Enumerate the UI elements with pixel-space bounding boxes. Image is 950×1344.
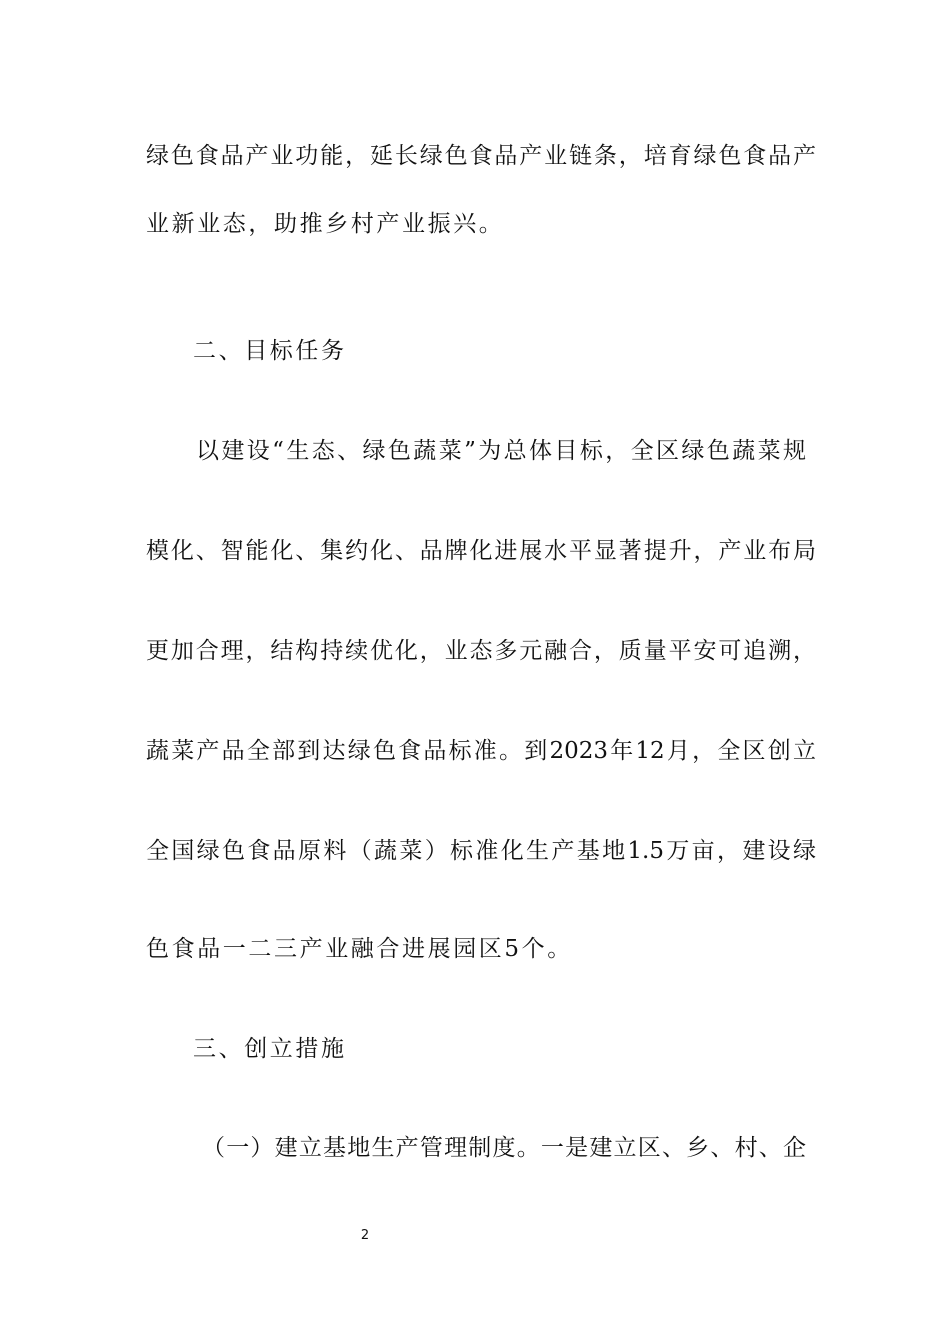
paragraph-line-2: 业新业态，助推乡村产业振兴。 [146, 211, 505, 237]
paragraph-line-3: 以建设“生态、绿色蔬菜”为总体目标，全区绿色蔬菜规 [196, 438, 806, 464]
section-heading-measures: 三、创立措施 [193, 1036, 347, 1062]
section-heading-goals: 二、目标任务 [193, 338, 347, 364]
paragraph-line-9: （一）建立基地生产管理制度。一是建立区、乡、村、企 [202, 1135, 806, 1161]
paragraph-line-6: 蔬菜产品全部到达绿色食品标准。到2023年12月，全区创立 [146, 738, 816, 764]
paragraph-line-4: 模化、智能化、集约化、品牌化进展水平显著提升，产业布局 [146, 538, 816, 564]
page-number: 2 [360, 1228, 370, 1243]
paragraph-line-7: 全国绿色食品原料（蔬菜）标准化生产基地1.5万亩，建设绿 [146, 838, 816, 864]
paragraph-line-1: 绿色食品产业功能，延长绿色食品产业链条，培育绿色食品产 [146, 143, 816, 169]
paragraph-line-8: 色食品一二三产业融合进展园区5个。 [146, 936, 573, 962]
paragraph-line-5: 更加合理，结构持续优化，业态多元融合，质量平安可追溯， [146, 638, 816, 664]
